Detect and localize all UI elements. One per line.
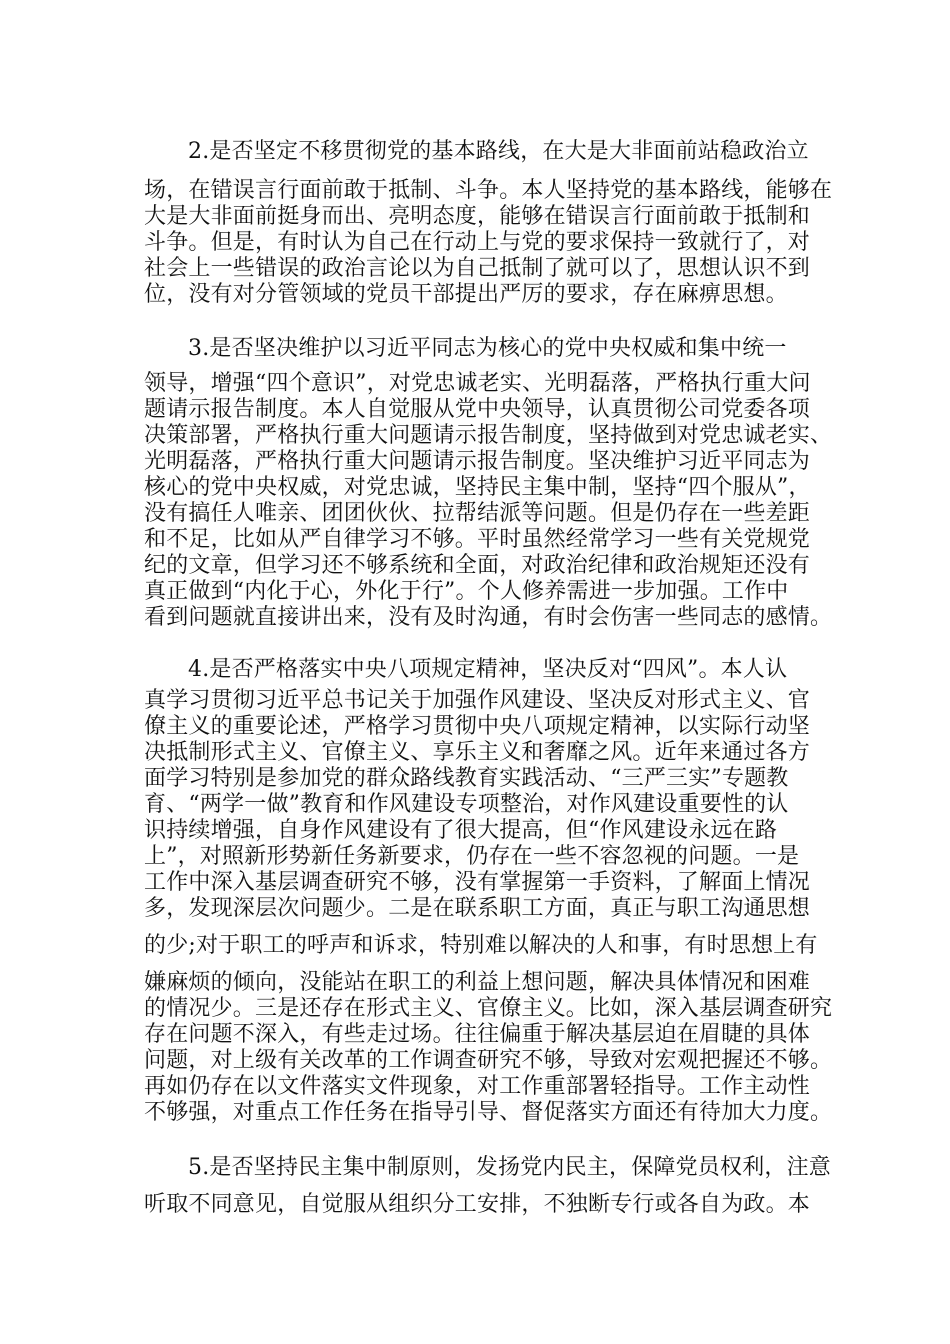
text-line: 领导，增强“四个意识”，对党忠诚老实、光明磊落，严格执行重大问 (144, 371, 811, 396)
text-line: 和不足，比如从严自律学习不够。平时虽然经常学习一些有关党规党 (144, 527, 811, 552)
text-line: 3.是否坚决维护以习近平同志为核心的党中央权威和集中统一 (188, 336, 787, 361)
text-line: 没有搞任人唯亲、团团伙伙、拉帮结派等问题。但是仍存在一些差距 (144, 501, 811, 526)
text-line: 育、“两学一做”教育和作风建设专项整治，对作风建设重要性的认 (144, 792, 789, 817)
text-line: 不够强，对重点工作任务在指导引导、督促落实方面还有待加大力度。 (144, 1100, 833, 1125)
text-line: 的情况少。三是还存在形式主义、官僚主义。比如，深入基层调查研究 (144, 996, 833, 1021)
text-line: 嫌麻烦的倾向，没能站在职工的利益上想问题，解决具体情况和困难 (144, 970, 811, 995)
text-line: 工作中深入基层调查研究不够，没有掌握第一手资料，了解面上情况 (144, 870, 811, 895)
text-line: 真学习贯彻习近平总书记关于加强作风建设、坚决反对形式主义、官 (144, 688, 811, 713)
text-line: 5.是否坚持民主集中制原则，发扬党内民主，保障党员权利，注意 (188, 1155, 831, 1180)
text-line: 多，发现深层次问题少。二是在联系职工方面，真正与职工沟通思想 (144, 896, 811, 921)
text-line: 核心的党中央权威，对党忠诚，坚持民主集中制，坚持“四个服从”， (144, 475, 811, 500)
text-line: 再如仍存在以文件落实文件现象，对工作重部署轻指导。工作主动性 (144, 1074, 811, 1099)
text-line: 看到问题就直接讲出来，没有及时沟通，有时会伤害一些同志的感情。 (144, 605, 833, 630)
text-line: 决抵制形式主义、官僚主义、享乐主义和奢靡之风。近年来通过各方 (144, 740, 811, 765)
text-line: 2.是否坚定不移贯彻党的基本路线，在大是大非面前站稳政治立 (188, 139, 809, 164)
text-line: 问题，对上级有关改革的工作调查研究不够，导致对宏观把握还不够。 (144, 1048, 833, 1073)
text-line: 题请示报告制度。本人自觉服从党中央领导，认真贯彻公司党委各项 (144, 397, 811, 422)
text-line: 纪的文章，但学习还不够系统和全面，对政治纪律和政治规矩还没有 (144, 553, 811, 578)
text-line: 4.是否严格落实中央八项规定精神，坚决反对“四风”。本人认 (188, 657, 788, 682)
text-line: 社会上一些错误的政治言论以为自己抵制了就可以了，思想认识不到 (144, 256, 811, 281)
text-line: 上”，对照新形势新任务新要求，仍存在一些不容忽视的问题。一是 (144, 844, 800, 869)
text-line: 识持续增强，自身作风建设有了很大提高，但“作风建设永远在路 (144, 818, 778, 843)
text-line: 听取不同意见，自觉服从组织分工安排，不独断专行或各自为政。本 (144, 1192, 811, 1217)
text-line: 位，没有对分管领域的党员干部提出严厉的要求，存在麻痹思想。 (144, 282, 788, 307)
text-line: 决策部署，严格执行重大问题请示报告制度，坚持做到对党忠诚老实、 (144, 423, 833, 448)
text-line: 面学习特别是参加党的群众路线教育实践活动、“三严三实”专题教 (144, 766, 789, 791)
text-line: 真正做到“内化于心，外化于行”。个人修养需进一步加强。工作中 (144, 579, 789, 604)
text-line: 大是大非面前挺身而出、亮明态度，能够在错误言行面前敢于抵制和 (144, 204, 811, 229)
text-line: 光明磊落，严格执行重大问题请示报告制度。坚决维护习近平同志为 (144, 449, 811, 474)
text-line: 场，在错误言行面前敢于抵制、斗争。本人坚持党的基本路线，能够在 (144, 178, 833, 203)
text-line: 僚主义的重要论述，严格学习贯彻中央八项规定精神，以实际行动坚 (144, 714, 811, 739)
text-line: 存在问题不深入，有些走过场。往往偏重于解决基层迫在眉睫的具体 (144, 1022, 811, 1047)
text-line: 的少;对于职工的呼声和诉求，特别难以解决的人和事，有时思想上有 (144, 933, 818, 958)
text-line: 斗争。但是，有时认为自己在行动上与党的要求保持一致就行了，对 (144, 230, 811, 255)
